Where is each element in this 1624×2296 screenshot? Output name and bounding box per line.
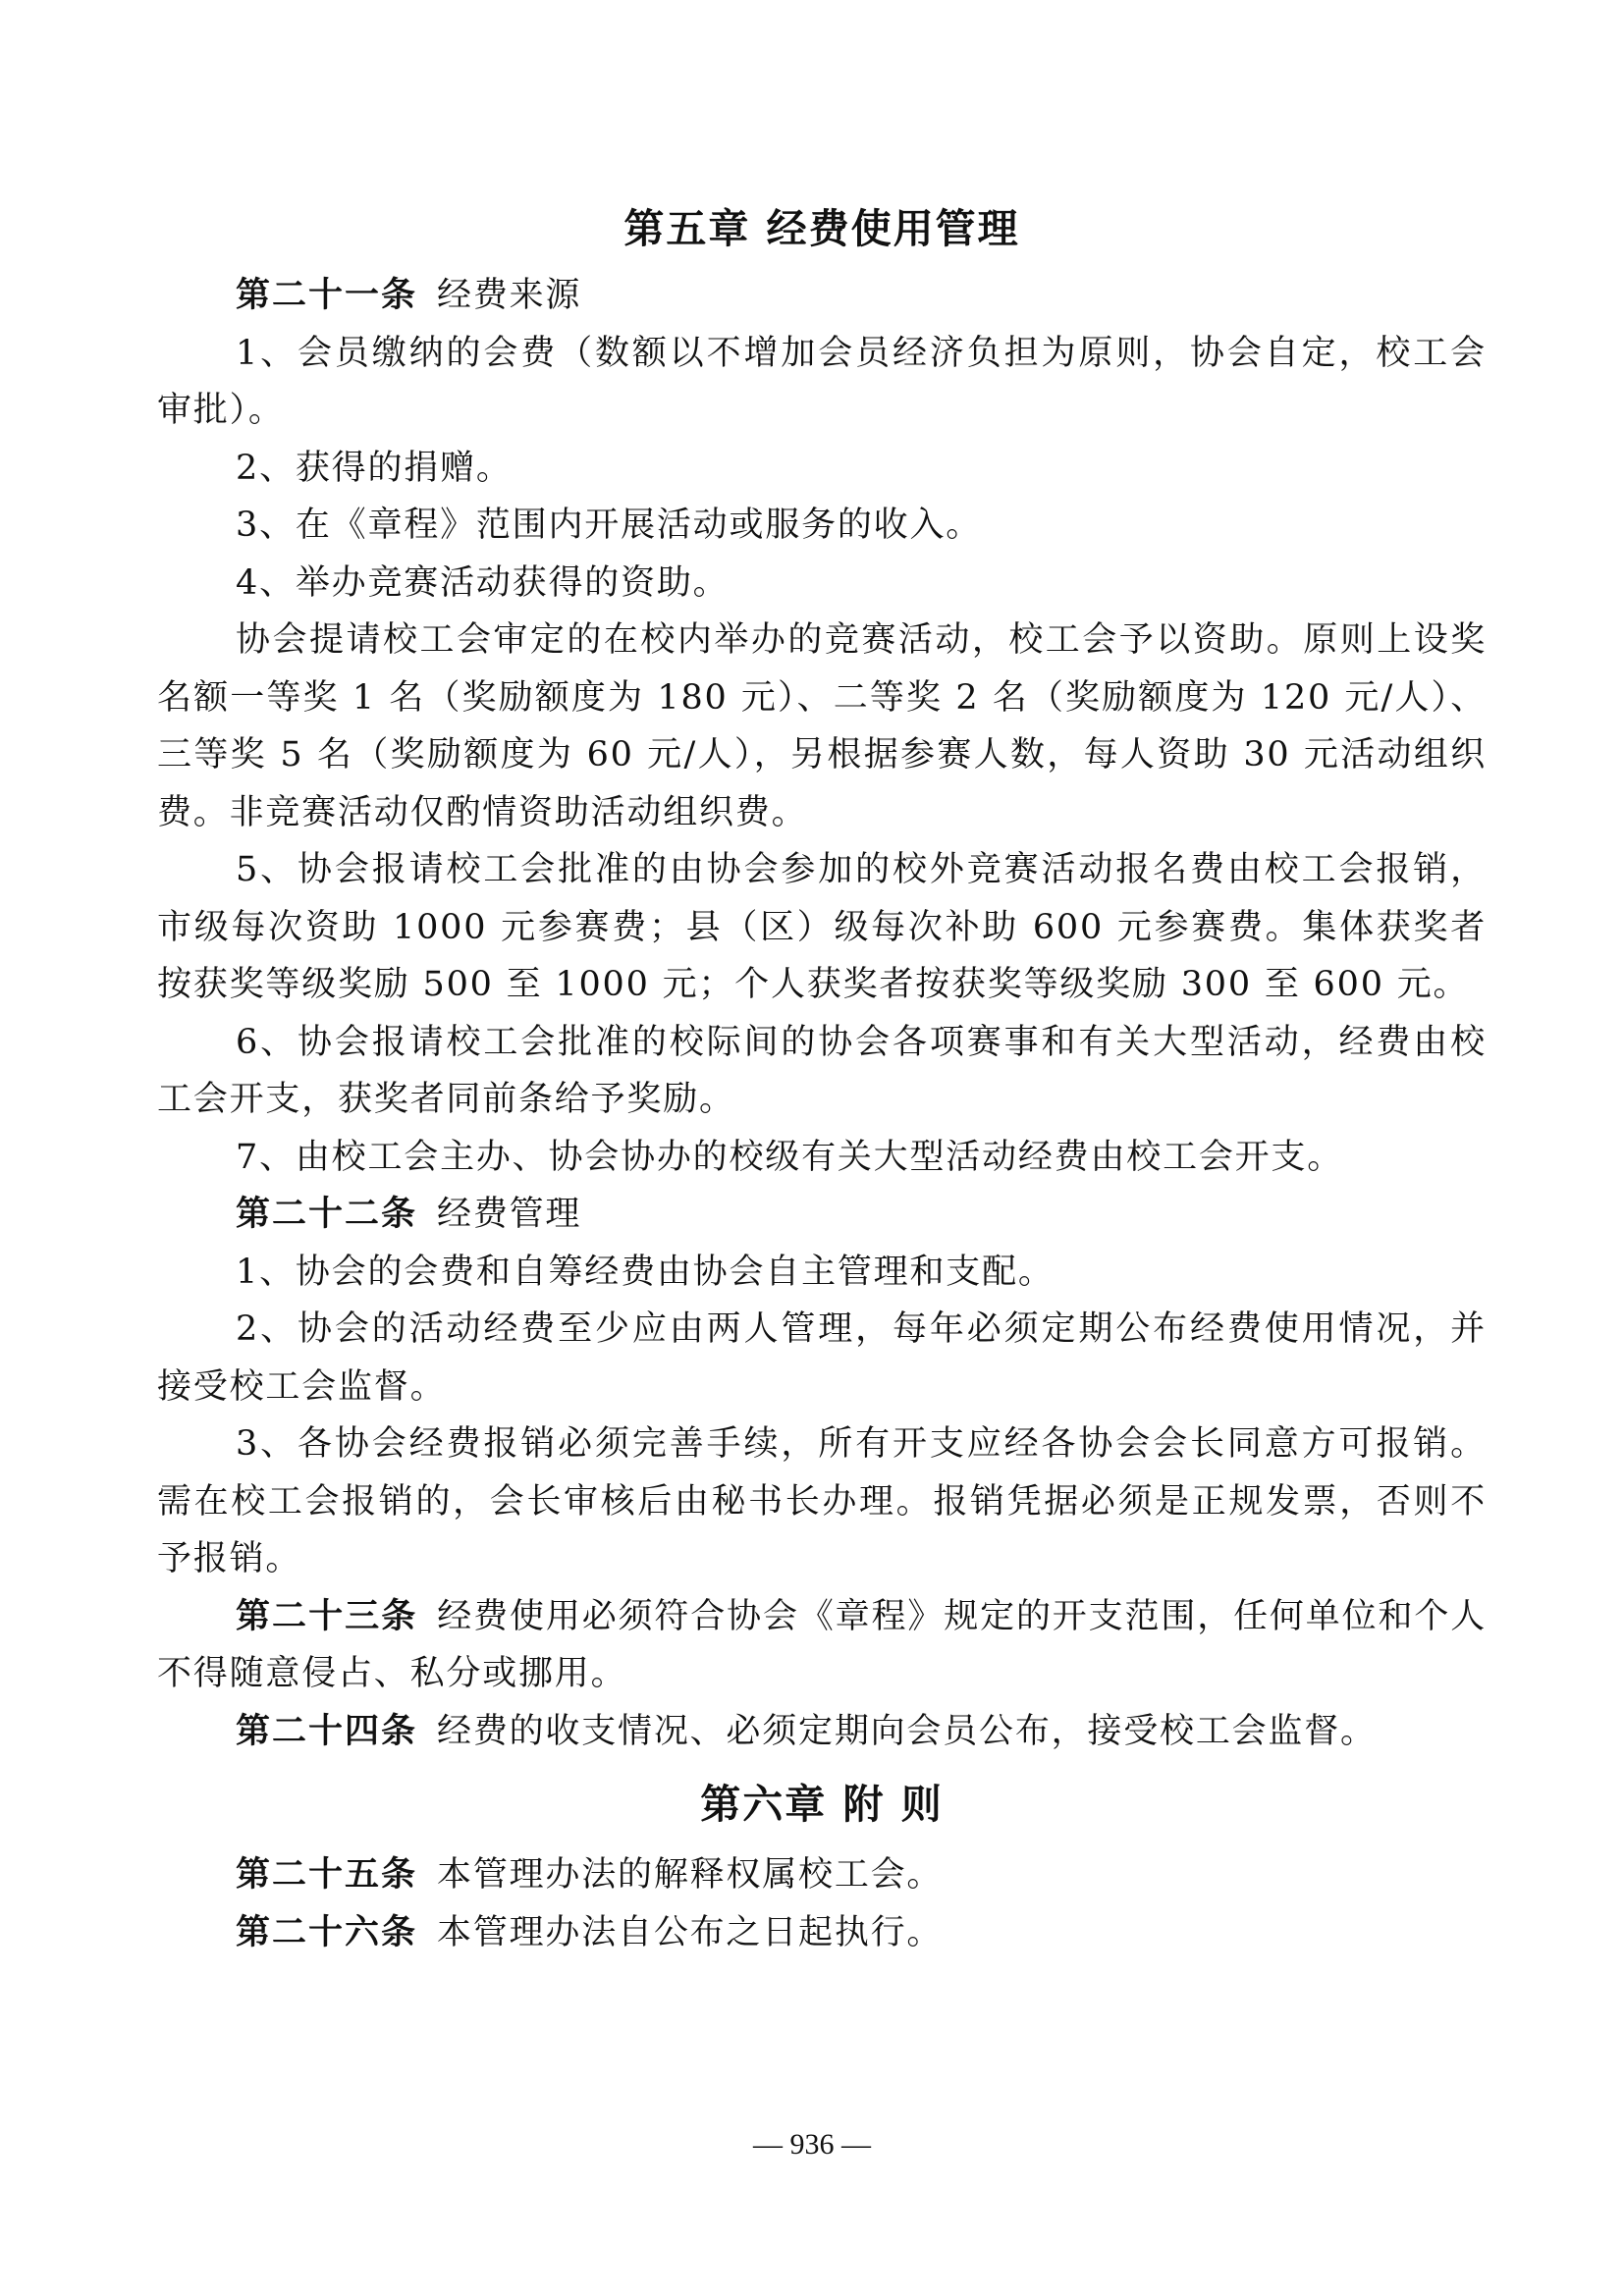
page-number: — 936 — <box>753 2128 871 2161</box>
article-24-text: 经费的收支情况、必须定期向会员公布，接受校工会监督。 <box>437 1711 1377 1751</box>
article-22-label: 第二十二条 <box>236 1195 418 1234</box>
article-21-label: 第二十一条 <box>236 276 418 315</box>
document-page <box>157 196 1487 1961</box>
article-22-item-1: 1、协会的会费和自筹经费由协会自主管理和支配。 <box>236 1252 1055 1292</box>
article-25-label: 第二十五条 <box>236 1855 418 1895</box>
article-21-item-6: 6、协会报请校工会批准的校际间的协会各项赛事和有关大型活动，经费由校工会开支，获奖者同前条给予奖励。 <box>157 1022 1487 1119</box>
article-21-heading <box>157 267 1487 325</box>
article-21-item-4-detail: 协会提请校工会审定的在校内举办的竞赛活动，校工会予以资助。原则上设奖名额一等奖 1 名（奖励额度为 180 元）、二等奖 2 名（奖励额度为 120 元/人）、三等奖 5 名（奖励额度为 60 元/人），另根据参赛人数，每人资助 30 元活动组织费。非竞赛活动仅酌情资助活动组织费。 <box>157 620 1487 832</box>
article-25 <box>157 1846 1487 1904</box>
article-22-item-3: 3、各协会经费报销必须完善手续，所有开支应经各协会会长同意方可报销。需在校工会报销的，会长审核后由秘书长办理。报销凭据必须是正规发票，否则不予报销。 <box>157 1424 1487 1578</box>
article-21-item-4: 4、举办竞赛活动获得的资助。 <box>236 562 730 603</box>
article-26 <box>157 1904 1487 1962</box>
article-23-text: 经费使用必须符合协会《章程》规定的开支范围，任何单位和个人不得随意侵占、私分或挪用。 <box>157 1596 1487 1693</box>
article-22-item-2: 2、协会的活动经费至少应由两人管理，每年必须定期公布经费使用情况，并接受校工会监督。 <box>157 1309 1487 1407</box>
article-22-title: 经费管理 <box>437 1195 582 1234</box>
article-21-item-1: 1、会员缴纳的会费（数额以不增加会员经济负担为原则，协会自定，校工会审批）。 <box>157 333 1487 430</box>
chapter-6-title: 第六章 附 则 <box>700 1781 944 1828</box>
article-24-label: 第二十四条 <box>236 1711 418 1751</box>
article-21-item-2: 2、获得的捐赠。 <box>236 448 513 488</box>
article-23-label: 第二十三条 <box>236 1596 418 1636</box>
article-26-text: 本管理办法自公布之日起执行。 <box>437 1912 944 1952</box>
article-25-text: 本管理办法的解释权属校工会。 <box>437 1855 944 1895</box>
article-22-heading <box>157 1186 1487 1244</box>
article-21-item-7: 7、由校工会主办、协会协办的校级有关大型活动经费由校工会开支。 <box>236 1137 1344 1177</box>
article-23 <box>157 1588 1487 1703</box>
article-24 <box>157 1703 1487 1761</box>
article-26-label: 第二十六条 <box>236 1912 418 1952</box>
article-21-title: 经费来源 <box>437 276 582 315</box>
chapter-5-title: 第五章 经费使用管理 <box>623 205 1020 252</box>
article-21-item-3: 3、在《章程》范围内开展活动或服务的收入。 <box>236 506 983 545</box>
article-21-item-5: 5、协会报请校工会批准的由协会参加的校外竞赛活动报名费由校工会报销，市级每次资助 1000 元参赛费；县（区）级每次补助 600 元参赛费。集体获奖者按获奖等级奖励 500 至 1000 元；个人获奖者按获奖等级奖励 300 至 600 元。 <box>157 850 1487 1004</box>
